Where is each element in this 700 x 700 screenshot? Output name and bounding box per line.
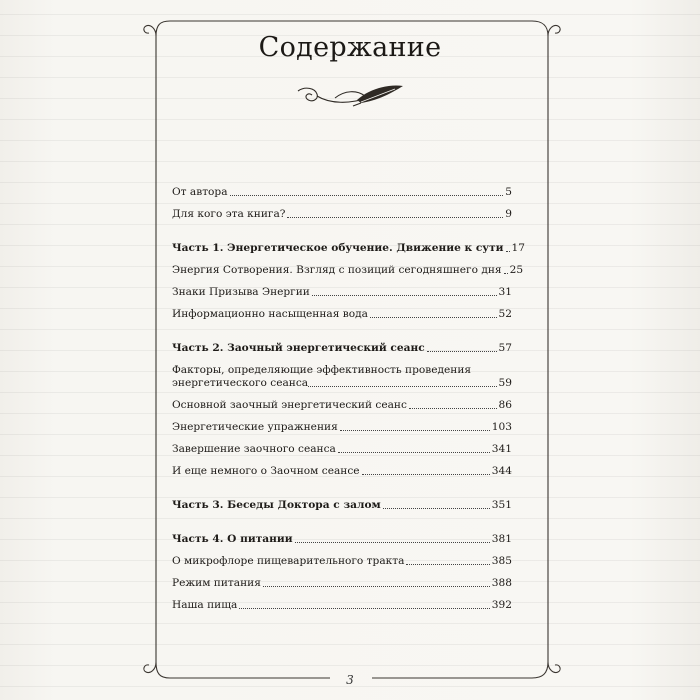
- toc-entry[interactable]: Режим питания 388: [172, 577, 512, 589]
- page-title: Содержание: [258, 32, 442, 63]
- toc-entry[interactable]: О микрофлоре пищеварительного тракта 385: [172, 555, 512, 567]
- toc-part-heading[interactable]: Часть 3. Беседы Доктора с залом 351: [172, 499, 512, 511]
- toc-entry[interactable]: Факторы, определяющие эффективность проведения энергетического сеанса 59: [172, 364, 512, 389]
- toc-entry[interactable]: Информационно насыщенная вода 52: [172, 308, 512, 320]
- toc-entry[interactable]: Для кого эта книга? 9: [172, 208, 512, 220]
- toc-entry[interactable]: Основной заочный энергетический сеанс 86: [172, 399, 512, 411]
- toc-part-heading[interactable]: Часть 2. Заочный энергетический сеанс 57: [172, 342, 512, 354]
- page-number: 3: [346, 673, 354, 687]
- table-of-contents: [172, 186, 525, 612]
- toc-part-heading[interactable]: Часть 1. Энергетическое обучение. Движение к сути 17: [172, 242, 525, 254]
- quill-ornament-icon: [295, 82, 405, 114]
- toc-entry[interactable]: Энергетические упражнения 103: [172, 421, 512, 433]
- toc-entry[interactable]: Энергия Сотворения. Взгляд с позиций сегодняшнего дня 25: [172, 264, 524, 276]
- toc-entry[interactable]: Наша пища 392: [172, 599, 512, 611]
- toc-entry[interactable]: Завершение заочного сеанса 341: [172, 443, 512, 455]
- toc-entry[interactable]: От автора 5: [172, 186, 512, 198]
- toc-entry[interactable]: И еще немного о Заочном сеансе 344: [172, 465, 512, 477]
- toc-part-heading[interactable]: Часть 4. О питании 381: [172, 533, 512, 545]
- toc-entry[interactable]: Знаки Призыва Энергии 31: [172, 286, 512, 298]
